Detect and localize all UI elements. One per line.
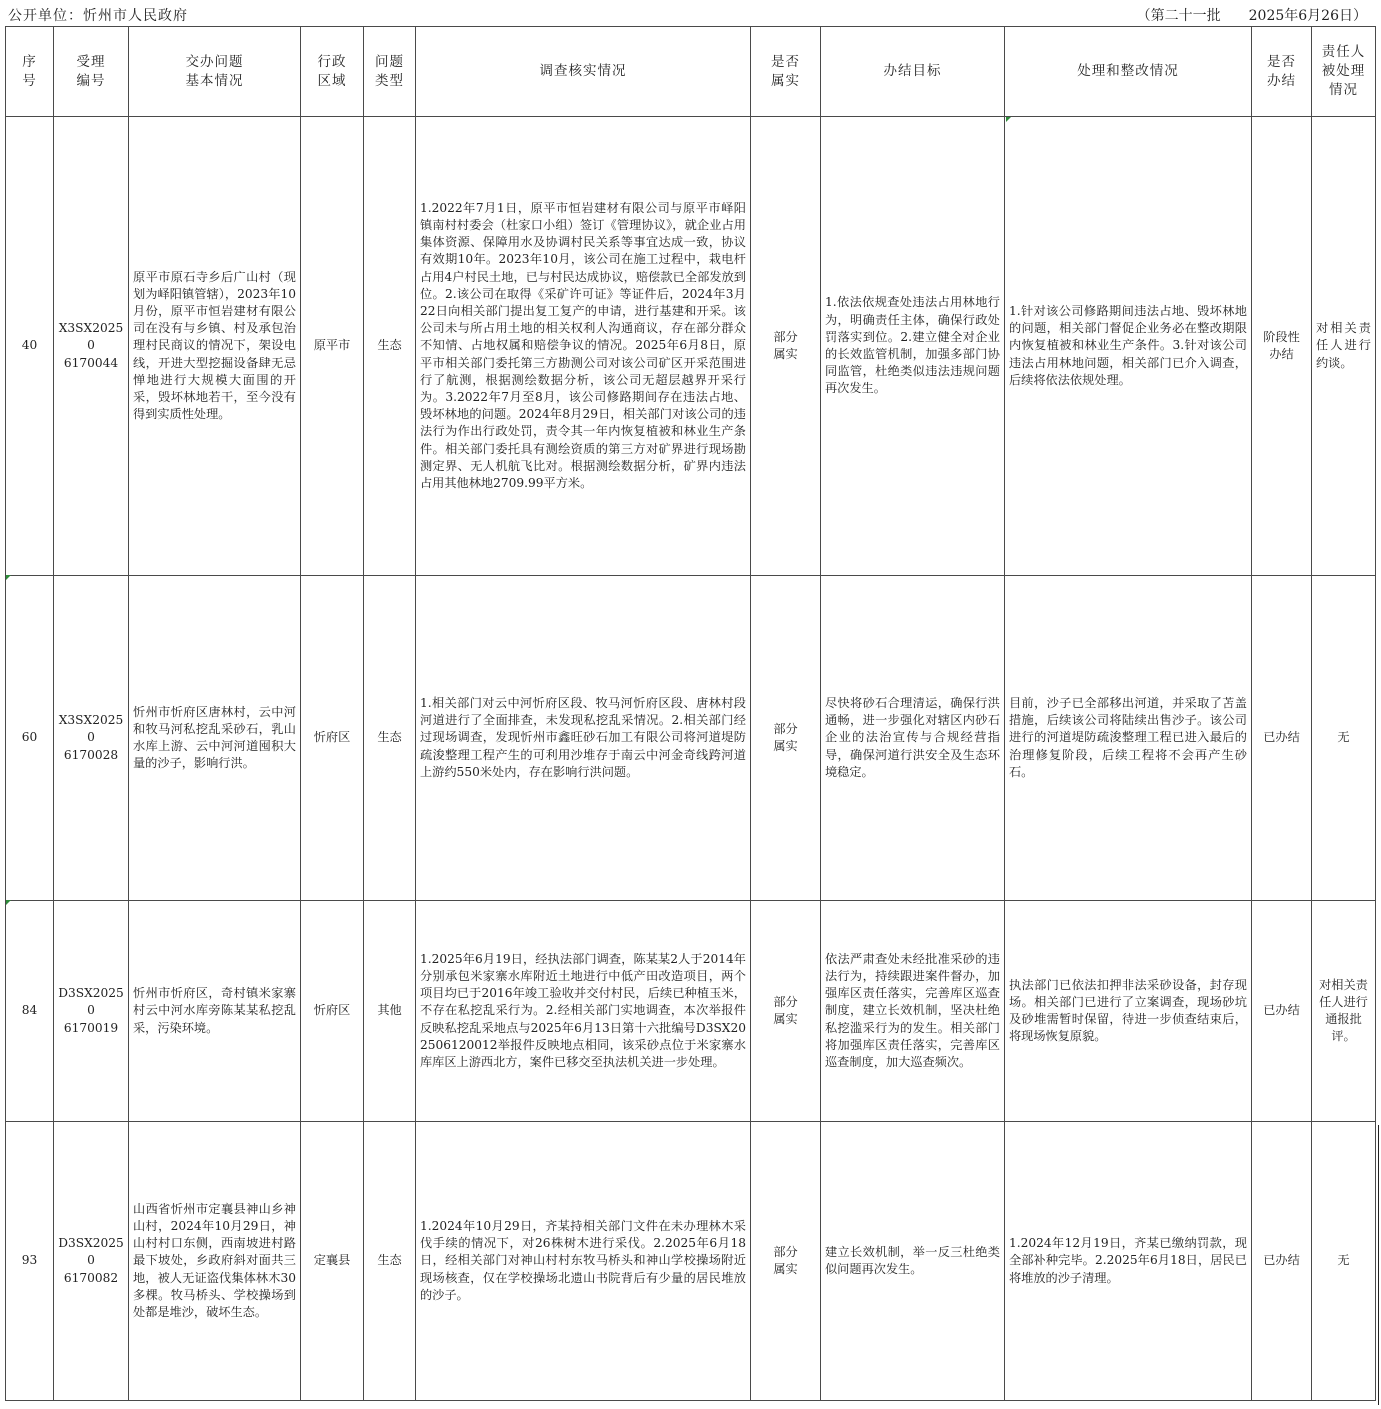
table-row bbox=[6, 576, 1376, 901]
cell-verified: 部分 属实 bbox=[751, 576, 821, 901]
cell-seq: 60 bbox=[6, 576, 54, 901]
cell-handling: 目前，沙子已全部移出河道，并采取了苫盖措施，后续该公司将陆续出售沙子。该公司进行的河道堤防疏浚整理工程已进入最后的治理修复阶段，后续工程将不会再产生砂石。 bbox=[1005, 576, 1252, 901]
header-accountability: 责任人 被处理 情况 bbox=[1312, 27, 1376, 117]
cell-closed: 已办结 bbox=[1252, 576, 1312, 901]
cell-seq: 40 bbox=[6, 117, 54, 576]
table-row bbox=[6, 117, 1376, 576]
cell-verified: 部分 属实 bbox=[751, 901, 821, 1122]
cell-case-no: X3SX20250 6170044 bbox=[54, 117, 129, 576]
cell-accountability: 无 bbox=[1312, 1122, 1376, 1401]
cell-comment-marker bbox=[6, 575, 11, 580]
table-row bbox=[6, 901, 1376, 1122]
cell-problem: 原平市原石寺乡后广山村（现划为峄阳镇管辖），2023年10月份，原平市恒岩建材有限公司在没有与乡镇、村及承包治理村民商议的情况下，架设电线，开进大型挖掘设备肆无忌惮地进行大规模大面围的开采，毁坏林地若干，至今没有得到实质性处理。 bbox=[129, 117, 301, 576]
header-type: 问题 类型 bbox=[364, 27, 416, 117]
cell-comment-marker bbox=[6, 900, 11, 905]
cell-seq: 84 bbox=[6, 901, 54, 1122]
cell-problem: 忻州市忻府区唐林村，云中河和牧马河私挖乱采砂石，乳山水库上游、云中河河道囤积大量的沙子，影响行洪。 bbox=[129, 576, 301, 901]
header-case-no: 受理 编号 bbox=[54, 27, 129, 117]
cell-seq: 93 bbox=[6, 1122, 54, 1401]
cell-type: 生态 bbox=[364, 576, 416, 901]
cell-problem: 山西省忻州市定襄县神山乡神山村，2024年10月29日，神山村村口东侧，西南坡进村路最下坡处，乡政府斜对面共三地，被人无证盗伐集体林木30多棵。牧马桥头、学校操场到处都是堆沙，破坏生态。 bbox=[129, 1122, 301, 1401]
cell-case-no: X3SX20250 6170028 bbox=[54, 576, 129, 901]
table-row bbox=[6, 1122, 1376, 1401]
cell-accountability: 对相关责任人进行通报批评。 bbox=[1312, 901, 1376, 1122]
cell-type: 生态 bbox=[364, 1122, 416, 1401]
header-problem: 交办问题 基本情况 bbox=[129, 27, 301, 117]
cell-comment-marker bbox=[1006, 117, 1011, 122]
cell-closed: 已办结 bbox=[1252, 901, 1312, 1122]
cell-accountability: 对相关责任人进行约谈。 bbox=[1312, 117, 1376, 576]
cell-closed: 阶段性 办结 bbox=[1252, 117, 1312, 576]
cell-investigation: 1.2025年6月19日，经执法部门调查，陈某某2人于2014年分别承包米家寨水库附近土地进行中低产田改造项目，两个项目均已于2016年竣工验收并交付村民，后续已种植玉米，不存在私挖乱采行为。2.经相关部门实地调查，本次举报件反映私挖乱采地点与2025年6月13日第十六批编号D3SX202506120012举报件反映地点相同，该采砂点位于米家寨水库库区上游西北方，案件已移交至执法机关进一步处理。 bbox=[416, 901, 751, 1122]
cell-district: 定襄县 bbox=[301, 1122, 364, 1401]
cell-district: 忻府区 bbox=[301, 901, 364, 1122]
cell-investigation: 1.2022年7月1日，原平市恒岩建材有限公司与原平市峄阳镇南村村委会（杜家口小组）签订《管理协议》，就企业占用集体资源、保障用水及协调村民关系等事宜达成一致，协议有效期10年。2023年10月，该公司在施工过程中，栽电杆占用4户村民土地，已与村民达成协议，赔偿款已全部发放到位。2.该公司在取得《采矿许可证》等证件后，2024年3月22日向相关部门提出复工复产的申请，进行基建和开采。该公司未与所占用土地的相关权利人沟通商议，存在部分群众不知情、占地权属和赔偿争议的情况。2025年6月8日，原平市相关部门委托第三方勘测公司对该公司矿区开采范围进行了航测，根据测绘数据分析，该公司无超层越界开采行为。3.2022年7月至8月，该公司修路期间存在违法占地、毁坏林地的问题。2024年8月29日，相关部门对该公司的违法行为作出行政处罚，责令其一年内恢复植被和林业生产条件。相关部门委托具有测绘资质的第三方对矿界进行现场勘测定界、无人机航飞比对。根据测绘数据分析，矿界内违法占用其他林地2709.99平方米。 bbox=[416, 117, 751, 576]
publishing-unit: 公开单位：忻州市人民政府 bbox=[8, 8, 188, 24]
table-header-row bbox=[6, 27, 1376, 117]
cell-target: 建立长效机制，举一反三杜绝类似问题再次发生。 bbox=[821, 1122, 1005, 1401]
cell-handling: 1.2024年12月19日，齐某已缴纳罚款，现全部补种完毕。2.2025年6月18日，居民已将堆放的沙子清理。 bbox=[1005, 1122, 1252, 1401]
header-handling: 处理和整改情况 bbox=[1005, 27, 1252, 117]
header-target: 办结目标 bbox=[821, 27, 1005, 117]
cell-target: 依法严肃查处未经批准采砂的违法行为，持续跟进案件督办，加强库区责任落实，完善库区巡查制度，建立长效机制，坚决杜绝私挖滥采行为的发生。相关部门将加强库区责任落实，完善库区巡查制度，加大巡查频次。 bbox=[821, 901, 1005, 1122]
cell-investigation: 1.2024年10月29日，齐某持相关部门文件在未办理林木采伐手续的情况下，对26株树木进行采伐。2.2025年6月18日，经相关部门对神山村村东牧马桥头和神山学校操场附近现场核查，仅在学校操场北遗山书院背后有少量的居民堆放的沙子。 bbox=[416, 1122, 751, 1401]
cell-case-no: D3SX20250 6170019 bbox=[54, 901, 129, 1122]
cell-accountability: 无 bbox=[1312, 576, 1376, 901]
cell-investigation: 1.相关部门对云中河忻府区段、牧马河忻府区段、唐林村段河道进行了全面排查，未发现私挖乱采情况。2.相关部门经过现场调查，发现忻州市鑫旺砂石加工有限公司将河道堤防疏浚整理工程产生的可利用沙堆存于南云中河金奇线跨河道上游约550米处内，存在影响行洪问题。 bbox=[416, 576, 751, 901]
header-closed: 是否 办结 bbox=[1252, 27, 1312, 117]
header-district: 行政 区域 bbox=[301, 27, 364, 117]
cell-district: 原平市 bbox=[301, 117, 364, 576]
cell-handling: 1.针对该公司修路期间违法占地、毁坏林地的问题，相关部门督促企业务必在整改期限内恢复植被和林业生产条件。3.针对该公司违法占用林地问题，相关部门已介入调查，后续将依法依规处理。 bbox=[1005, 117, 1252, 576]
header-verified: 是否 属实 bbox=[751, 27, 821, 117]
cell-target: 尽快将砂石合理清运，确保行洪通畅，进一步强化对辖区内砂石企业的法治宣传与合规经营指导，确保河道行洪安全及生态环境稳定。 bbox=[821, 576, 1005, 901]
cell-district: 忻府区 bbox=[301, 576, 364, 901]
batch-date: （第二十一批 2025年6月26日） bbox=[1136, 8, 1367, 24]
divider bbox=[1378, 1125, 1379, 1405]
cell-verified: 部分 属实 bbox=[751, 1122, 821, 1401]
document-header bbox=[0, 0, 1381, 26]
cell-closed: 已办结 bbox=[1252, 1122, 1312, 1401]
header-seq: 序 号 bbox=[6, 27, 54, 117]
cases-table bbox=[5, 26, 1376, 1401]
cell-case-no: D3SX20250 6170082 bbox=[54, 1122, 129, 1401]
cell-handling: 执法部门已依法扣押非法采砂设备，封存现场。相关部门已进行了立案调查，现场砂坑及砂堆需暂时保留，待进一步侦查结束后，将现场恢复原貌。 bbox=[1005, 901, 1252, 1122]
cell-type: 其他 bbox=[364, 901, 416, 1122]
cell-target: 1.依法依规查处违法占用林地行为，明确责任主体，确保行政处罚落实到位。2.建立健全对企业的长效监管机制，加强多部门协同监管，杜绝类似违法违规问题再次发生。 bbox=[821, 117, 1005, 576]
header-investigation: 调查核实情况 bbox=[416, 27, 751, 117]
cell-problem: 忻州市忻府区，奇村镇米家寨村云中河水库旁陈某某私挖乱采，污染环境。 bbox=[129, 901, 301, 1122]
cell-type: 生态 bbox=[364, 117, 416, 576]
cell-verified: 部分 属实 bbox=[751, 117, 821, 576]
